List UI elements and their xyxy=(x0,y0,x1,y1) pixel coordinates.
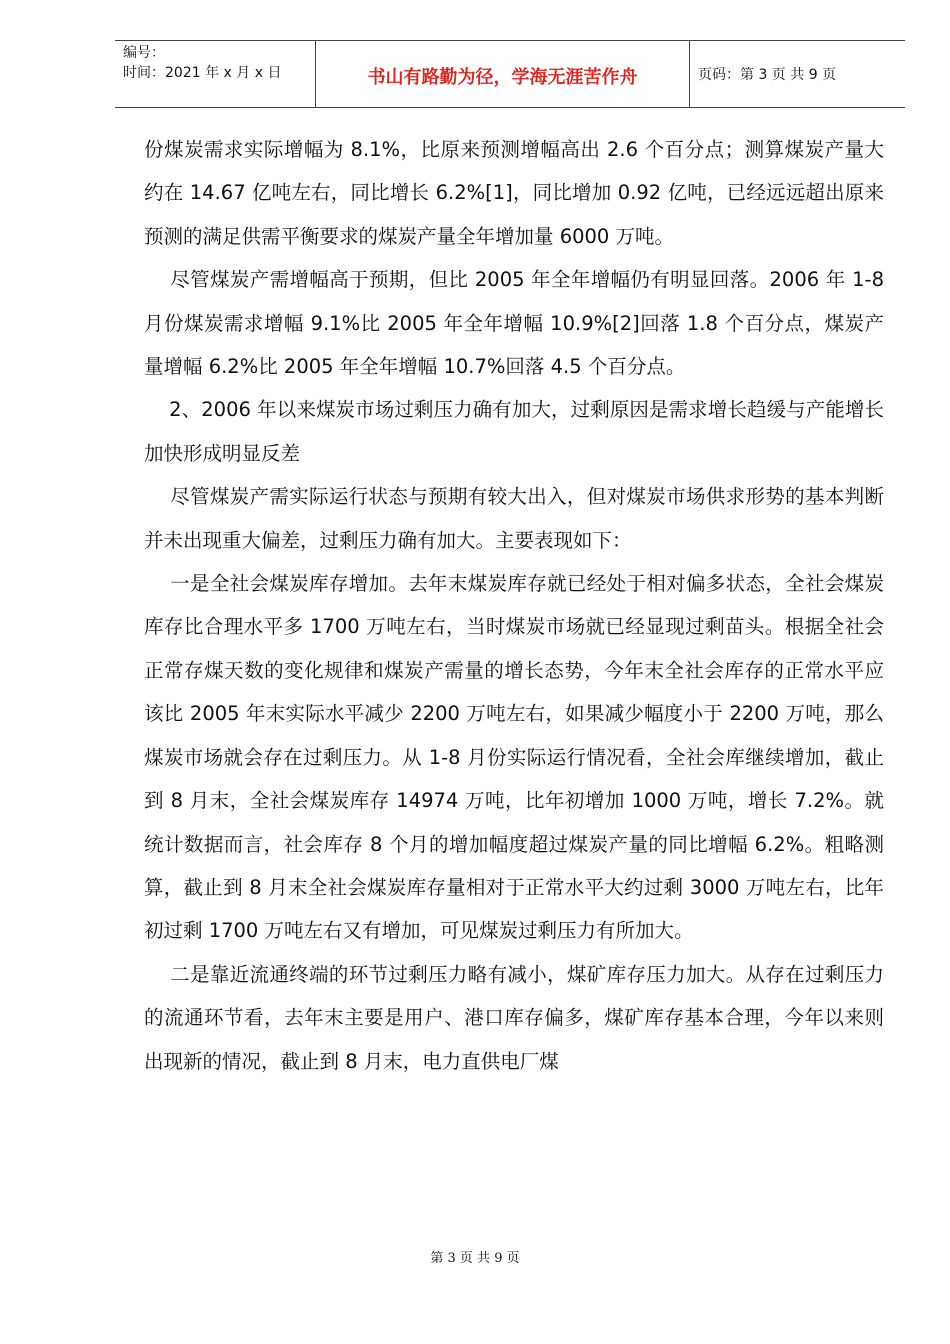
page-number-label: 页码：第 3 页 共 9 页 xyxy=(698,67,837,83)
motto-text: 书山有路勤为径，学海无涯苦作舟 xyxy=(367,67,638,88)
section-heading: 2、2006 年以来煤炭市场过剩压力确有加大，过剩原因是需求增长趋缓与产能增长加快形成明显反差 xyxy=(144,398,885,465)
paragraph: 尽管煤炭产需实际运行状态与预期有较大出入，但对煤炭市场供求形势的基本判断并未出现重大偏差，过剩压力确有加大。主要表现如下： xyxy=(144,485,884,552)
paragraph: 一是全社会煤炭库存增加。去年末煤炭库存就已经处于相对偏多状态，全社会煤炭库存比合理水平多 1700 万吨左右，当时煤炭市场就已经显现过剩苗头。根据全社会正常存煤天数的变化规律和煤炭产需量的增长态势，今年末全社会库存的正常水平应该比 2005 年末实际水平减少 2200 万吨左右，如果减少幅度小于 2200 万吨，那么煤炭市场就会存在过剩压力。从 1-8 月份实际运行情况看，全社会库继续增加，截止到 8 月末，全社会煤炭库存 14974 万吨，比年初增加 1000 万吨，增长 7.2%。就统计数据而言，社会库存 8 个月的增加幅度超过煤炭产量的同比增幅 6.2%。粗略测算，截止到 8 月末全社会煤炭库存量相对于正常水平大约过剩 3000 万吨左右，比年初过剩 1700 万吨左右又有增加，可见煤炭过剩压力有所加大。 xyxy=(144,572,884,943)
page-header xyxy=(115,40,905,108)
document-body xyxy=(144,128,891,1083)
header-info-cell xyxy=(115,41,316,107)
header-page-cell xyxy=(690,41,905,107)
paragraph: 尽管煤炭产需增幅高于预期，但比 2005 年全年增幅仍有明显回落。2006 年 1-8 月份煤炭需求增幅 9.1%比 2005 年全年增幅 10.9%[2]回落 1.8 个百分点，煤炭产量增幅 6.2%比 2005 年全年增幅 10.7%回落 4.5 个百分点。 xyxy=(144,268,891,379)
paragraph: 份煤炭需求实际增幅为 8.1%，比原来预测增幅高出 2.6 个百分点；测算煤炭产量大约在 14.67 亿吨左右，同比增长 6.2%[1]，同比增加 0.92 亿吨，已经远远超出原来预测的满足供需平衡要求的煤炭产量全年增加量 6000 万吨。 xyxy=(144,138,884,248)
page-footer: 第 3 页 共 9 页 xyxy=(430,1251,520,1266)
header-motto-cell xyxy=(316,41,690,107)
time-label: 时间：2021 年 x 月 x 日 xyxy=(123,65,282,81)
paragraph: 二是靠近流通终端的环节过剩压力略有减小，煤矿库存压力加大。从存在过剩压力的流通环节看，去年末主要是用户、港口库存偏多，煤矿库存基本合理，今年以来则出现新的情况，截止到 8 月末，电力直供电厂煤 xyxy=(144,962,884,1073)
serial-label: 编号： xyxy=(123,45,165,61)
